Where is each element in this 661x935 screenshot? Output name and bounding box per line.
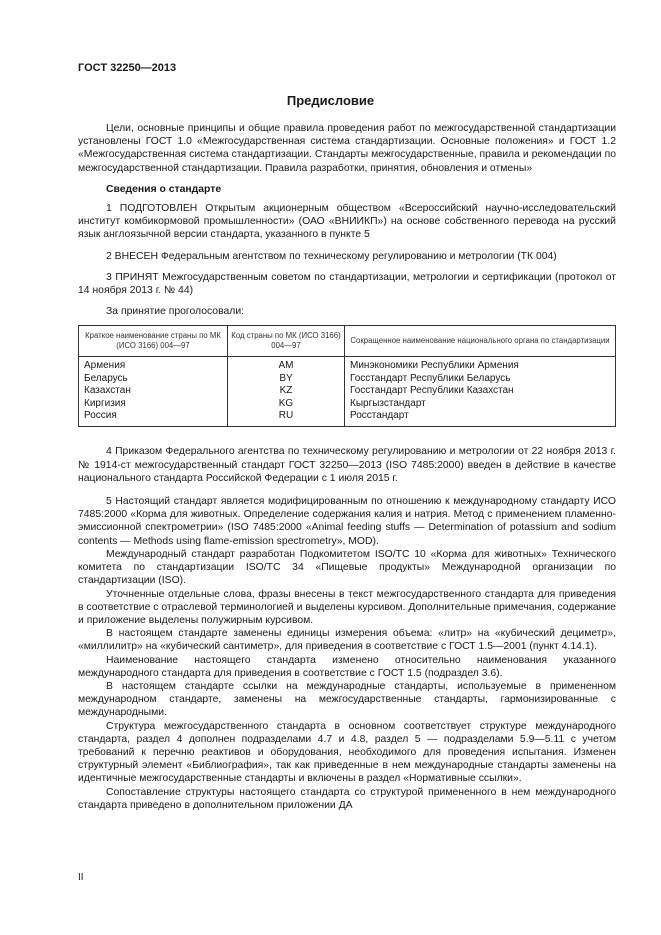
item-5-paragraph: Уточненные отдельные слова, фразы внесены в текст межгосударственного стандарта для приведения в соответствие с отраслевой терминологией и выделены курсивом. Дополнительные примечания, содержание и приложение выделены полужирным курсивом. bbox=[78, 588, 616, 626]
item-2: 2 ВНЕСЕН Федеральным агентством по техническому регулированию и метрологии (ТК 004) bbox=[106, 250, 557, 262]
document-header: ГОСТ 32250—2013 bbox=[78, 62, 177, 74]
vote-label: За принятие проголосовали: bbox=[106, 306, 245, 318]
item-5-paragraph: 5 Настоящий стандарт является модифицированным по отношению к международному стандарту ИСО 7485:2000 «Корма для животных. Определение содержания калия и натрия. Метод с применением пламенно-эмиссионной спектрометрии» (ISO 7485:2000 «Animal feeding stuffs — Determination of potassium and sodium contents — Methods using flame-emission spectrometry», MOD). bbox=[78, 496, 616, 547]
table-cell: Армения bbox=[79, 357, 228, 373]
item-5-paragraph: В настоящем стандарте ссылки на международные стандарты, используемые в примененном международном стандарте, заменены на межгосударственные стандарты, гармонизированные с международными. bbox=[78, 680, 616, 719]
table-row bbox=[79, 385, 616, 397]
page-number: II bbox=[78, 872, 84, 883]
table-row bbox=[79, 398, 616, 410]
section-title: Сведения о стандарте bbox=[106, 183, 222, 195]
table-cell: Казахстан bbox=[79, 385, 228, 397]
item-3: 3 ПРИНЯТ Межгосударственным советом по стандартизации, метрологии и сертификации (протокол от 14 ноября 2013 г. № 44) bbox=[78, 271, 616, 297]
table-header-country: Краткое наименование страны по МК (ИСО 3166) 004—97 bbox=[79, 326, 228, 357]
item-5-paragraph: Сопоставление структуры настоящего стандарта со структурой примененного в нем международного стандарта приведено в дополнительном приложении ДА bbox=[78, 786, 616, 811]
item-1: 1 ПОДГОТОВЛЕН Открытым акционерным обществом «Всероссийский научно-исследовательский институт комбикормовой промышленности» (ОАО «ВНИИКП») на основе собственного перевода на русский язык англоязычной версии стандарта, указанного в пункте 5 bbox=[78, 203, 616, 241]
item-5-paragraph: В настоящем стандарте заменены единицы измерения объема: «литр» на «кубический дециметр», «миллилитр» на «кубический сантиметр», для приведения в соответствие с ГОСТ 1.5—2001 (пункт 4.14.1). bbox=[78, 628, 616, 653]
intro-paragraph: Цели, основные принципы и общие правила проведения работ по межгосударственной стандартизации установлены ГОСТ 1.0 «Межгосударственная система стандартизации. Основные положения» и ГОСТ 1.2 «Межгосударственная система стандартизации. Стандарты межгосударственные, правила и рекомендации по межгосударственной стандартизации. Правила разработки, принятия, обновления и отмены» bbox=[78, 123, 616, 174]
table-cell: Кыргызстандарт bbox=[345, 398, 616, 410]
table-cell: KG bbox=[228, 398, 345, 410]
table-row bbox=[79, 357, 616, 373]
table-cell: Минэкономики Республики Армения bbox=[345, 357, 616, 373]
table-cell: AM bbox=[228, 357, 345, 373]
item-5-paragraph: Наименование настоящего стандарта изменено относительно наименования указанного международного стандарта для приведения в соответствие с ГОСТ 1.5 (подраздел 3.6). bbox=[78, 654, 616, 679]
table-cell: RU bbox=[228, 410, 345, 427]
table-header-organ: Сокращенное наименование национального органа по стандартизации bbox=[345, 326, 616, 357]
item-5-paragraph: Структура межгосударственного стандарта в основном соответствует структуре международного стандарта, раздел 4 дополнен подразделами 4.7 и 4.8, раздел 5 — подразделами 5.9—5.11 с учетом требований к перечню реактивов и оборудования, необходимого для проведения испытания. Изменен структурный элемент «Библиография», так как приведенные в нем международные стандарты заменены на идентичные межгосударственные стандарты и включены в раздел «Нормативные ссылки». bbox=[78, 720, 616, 785]
table-cell: Госстандарт Республики Казахстан bbox=[345, 385, 616, 397]
table-cell: KZ bbox=[228, 385, 345, 397]
item-4: 4 Приказом Федерального агентства по техническому регулированию и метрологии от 22 ноября 2013 г. № 1914-ст межгосударственный стандарт ГОСТ 32250—2013 (ISO 7485:2000) введен в действие в качестве национального стандарта Российской Федерации с 1 июля 2015 г. bbox=[78, 446, 616, 484]
table-cell: Беларусь bbox=[79, 373, 228, 385]
table-cell: Госстандарт Республики Беларусь bbox=[345, 373, 616, 385]
table-cell: Россия bbox=[79, 410, 228, 427]
table-row bbox=[79, 373, 616, 385]
item-5-paragraph: Международный стандарт разработан Подкомитетом ISO/TC 10 «Корма для животных» Технического комитета по стандартизации ISO/TC 34 «Пищевые продукты» Международной организации по стандартизации (ISO). bbox=[78, 548, 616, 587]
page-title: Предисловие bbox=[286, 93, 375, 108]
table-header-code: Код страны по МК (ИСО 3166) 004—97 bbox=[228, 326, 345, 357]
table-cell: Киргизия bbox=[79, 398, 228, 410]
table-cell: Росстандарт bbox=[345, 410, 616, 427]
vote-table bbox=[78, 325, 616, 427]
table-cell: BY bbox=[228, 373, 345, 385]
table-row bbox=[79, 410, 616, 427]
document-body bbox=[78, 122, 616, 812]
